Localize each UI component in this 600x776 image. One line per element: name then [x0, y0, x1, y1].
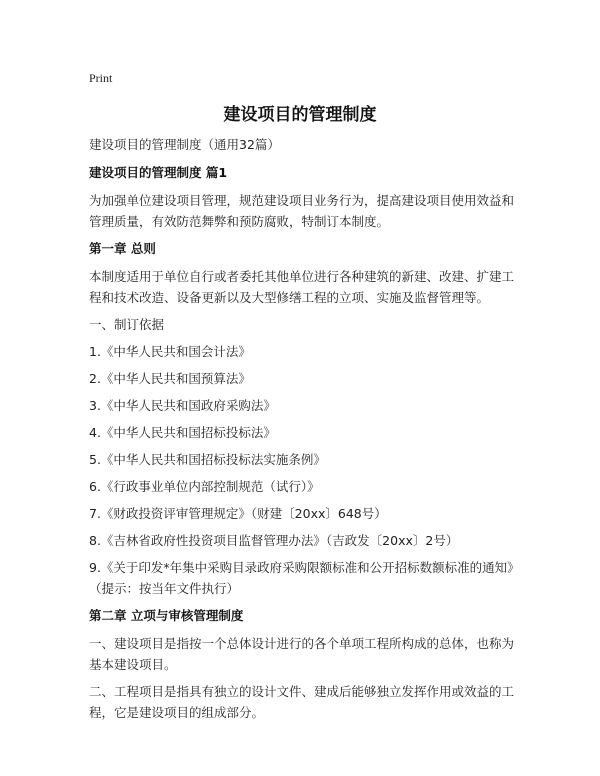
list-item: 3.《中华人民共和国政府采购法》 — [89, 398, 276, 413]
list-item: 4.《中华人民共和国招标投标法》 — [89, 425, 276, 440]
chapter-paragraph: 二、工程项目是指具有独立的设计文件、建成后能够独立发挥作用或效益的工程，它是建设项目的组成部分。 — [89, 684, 515, 720]
print-link[interactable]: Print — [89, 71, 113, 85]
basis-heading: 一、制订依据 — [89, 317, 165, 332]
basis-list — [89, 341, 517, 599]
list-item: 5.《中华人民共和国招标投标法实施条例》 — [89, 452, 326, 467]
intro-paragraph: 为加强单位建设项目管理，规范建设项目业务行为，提高建设项目使用效益和管理质量，有效防范舞弊和预防腐败，特制订本制度。 — [89, 193, 515, 229]
document-body — [89, 134, 517, 729]
list-item: 6.《行政事业单位内部控制规范（试行）》 — [89, 479, 320, 494]
chapter-heading: 第二章 立项与审核管理制度 — [89, 608, 244, 623]
chapter-paragraph: 一、建设项目是指按一个总体设计进行的各个单项工程所构成的总体，也称为基本建设项目。 — [89, 636, 515, 672]
page-title: 建设项目的管理制度 — [223, 105, 377, 125]
chapter-heading: 第一章 总则 — [89, 241, 156, 256]
document-subtitle: 建设项目的管理制度（通用32篇） — [89, 137, 280, 152]
section-heading: 建设项目的管理制度 篇1 — [89, 165, 228, 180]
list-item: 9.《关于印发*年集中采购目录政府采购限额标准和公开招标数额标准的通知》（提示：按当年文件执行） — [89, 560, 514, 596]
list-item: 7.《财政投资评审管理规定》（财建〔20xx〕648号） — [89, 506, 387, 521]
chapter-paragraph: 本制度适用于单位自行或者委托其他单位进行各种建筑的新建、改建、扩建工程和技术改造、设备更新以及大型修缮工程的立项、实施及监督管理等。 — [89, 269, 515, 305]
list-item: 2.《中华人民共和国预算法》 — [89, 371, 251, 386]
list-item: 8.《吉林省政府性投资项目监督管理办法》（吉政发〔20xx〕2号） — [89, 533, 459, 548]
list-item: 1.《中华人民共和国会计法》 — [89, 344, 251, 359]
